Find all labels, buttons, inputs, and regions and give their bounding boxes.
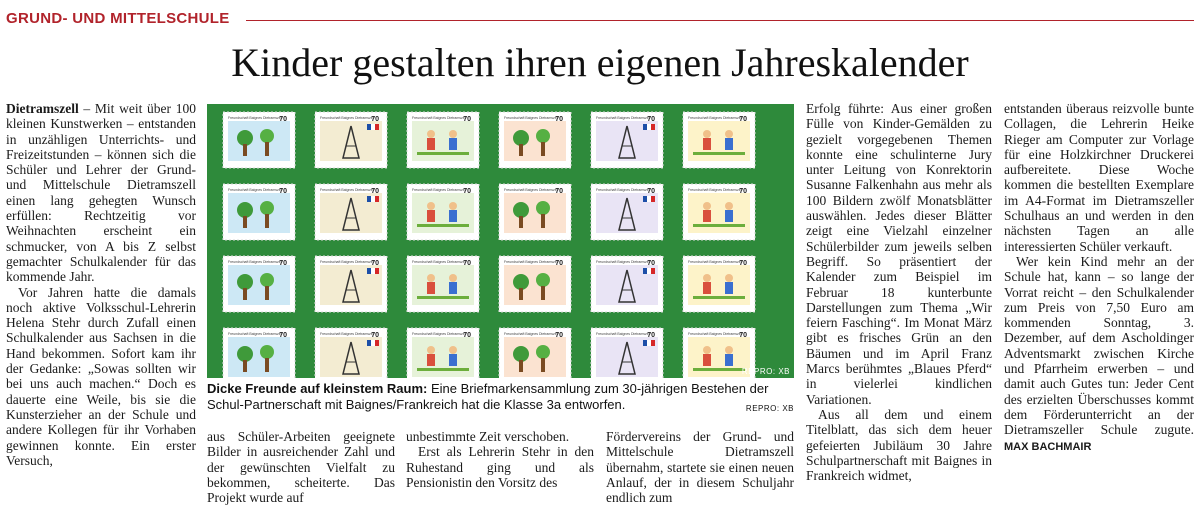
stamp <box>407 256 479 312</box>
stamp <box>315 328 387 378</box>
section-label: GRUND- UND MITTELSCHULE <box>6 10 230 27</box>
stamp <box>683 184 755 240</box>
col4-text: Fördervereins der Grund- und Mittelschule Dietramszell übernahm, startete sie einen neuen Anlauf, der in diesem Schuljahr endlich zum <box>606 429 794 506</box>
stamp <box>591 184 663 240</box>
col5-paragraph-1: Erfolg führte: Aus einer großen Fülle von Kinder-Gemälden zu gezielt vorgegebenen Themen konnte eine schulinterne Jury unter Leitung von Konrektorin Susanne Falkenhahn aus mehr als 100 Bildern zwölf Monatsblätter auswählen. Jedes dieser Blätter zeigt eine Vielzahl einzelner Schülerbilder zum jeweils selben Begriff. So präsentiert der Kalender zum Beispiel im Februar 18 kunterbunte Darstellungen zum Thema „Wir feiern Fasching“. Im Monat März gibt es frisches Grün an den Bäumen und im April Franz Marcs berühmtes „Blaues Pferd“ in vielerlei kindlichen Variationen. <box>806 101 992 407</box>
stamp <box>591 328 663 378</box>
stamp-value: 70 <box>371 116 379 123</box>
stamp-value: 70 <box>739 116 747 123</box>
stamp <box>499 256 571 312</box>
stamp-header: Freundschaft Baignes Dietramszell <box>412 260 467 264</box>
stamp <box>223 328 295 378</box>
stamp <box>591 112 663 168</box>
photo-credit: REPRO: XB <box>741 367 790 376</box>
headline: Kinder gestalten ihren eigenen Jahreskalender <box>231 40 969 85</box>
stamp-header: Freundschaft Baignes Dietramszell <box>504 260 559 264</box>
photo-caption <box>207 381 794 417</box>
stamp-value: 70 <box>463 188 471 195</box>
stamp-value: 70 <box>555 332 563 339</box>
stamp-header: Freundschaft Baignes Dietramszell <box>412 332 467 336</box>
col5-paragraph-2: Aus all dem und einem Titelblatt, das sich dem heuer gefeierten Jubiläum 30 Jahre Schulpartnerschaft mit Baignes in Frankreich widmet, <box>806 406 992 484</box>
stamp-header: Freundschaft Baignes Dietramszell <box>596 260 651 264</box>
stamp-header: Freundschaft Baignes Dietramszell <box>596 116 651 120</box>
stamp <box>223 112 295 168</box>
stamp-header: Freundschaft Baignes Dietramszell <box>504 188 559 192</box>
article-column-3 <box>406 429 594 490</box>
stamp-header: Freundschaft Baignes Dietramszell <box>688 260 743 264</box>
col6-paragraph-1: entstanden überaus reizvolle bunte Collagen, die Lehrerin Heike Rieger am Computer zur Vorlage für eine Holzkirchner Druckerei aufbereitete. Diese Woche kommen die bestellten Exemplare im A4-Format im Dietramszeller Schulhaus an und werden in den nächsten Tagen an alle interessierten Schüler verkauft. <box>1004 101 1194 254</box>
stamp-header: Freundschaft Baignes Dietramszell <box>228 260 283 264</box>
dateline: Dietramszell <box>6 101 79 116</box>
author-signature: MAX BACHMAIR <box>1004 440 1092 453</box>
stamp-value: 70 <box>739 332 747 339</box>
stamp-value: 70 <box>555 188 563 195</box>
calendar-photo <box>207 104 794 378</box>
col3-paragraph-1: unbestimmte Zeit verschoben. <box>406 429 570 444</box>
stamp-value: 70 <box>463 116 471 123</box>
caption-text: Eine Briefmarkensammlung zum 30-jährigen Bestehen der Schul-Partnerschaft mit Baignes/Frankreich hat die Klasse 3a entworfen. <box>207 381 769 412</box>
stamp-value: 70 <box>647 116 655 123</box>
article-column-5 <box>806 101 992 483</box>
section-rule <box>246 20 1194 21</box>
stamp-header: Freundschaft Baignes Dietramszell <box>228 188 283 192</box>
article-column-1 <box>6 101 196 468</box>
stamp-value: 70 <box>647 332 655 339</box>
stamp-value: 70 <box>279 332 287 339</box>
col1-paragraph-1: – Mit weit über 100 kleinen Kunstwerken – entstanden in unzähligen Unterrichts- und Freizeitstunden – können sich die Schüler und Lehrer der Grund- und Mittelschule Dietramszell einen lang gehegten Wunsch erfüllen: Rechtzeitig vor Weihnachten erscheint ein schmucker, von A bis Z selbst gemachter Schulkalender für das kommende Jahr. <box>6 101 196 285</box>
stamp <box>683 112 755 168</box>
stamp <box>683 256 755 312</box>
stamp-value: 70 <box>279 188 287 195</box>
stamp-header: Freundschaft Baignes Dietramszell <box>412 188 467 192</box>
stamp-header: Freundschaft Baignes Dietramszell <box>320 332 375 336</box>
stamp <box>499 184 571 240</box>
stamp-value: 70 <box>739 260 747 267</box>
stamp <box>223 256 295 312</box>
stamp-value: 70 <box>371 332 379 339</box>
stamp-value: 70 <box>463 260 471 267</box>
stamp-value: 70 <box>279 260 287 267</box>
article-column-4 <box>606 429 794 505</box>
caption-credit: REPRO: XB <box>745 404 794 413</box>
stamp-header: Freundschaft Baignes Dietramszell <box>320 260 375 264</box>
col6-paragraph-2: Wer kein Kind mehr an der Schule hat, kann – so lange der Vorrat reicht – den Schulkalender zum Preis von 7,50 Euro am kommenden Sonntag, 3. Dezember, auf dem Ascholdinger Adventsmarkt zwischen Kirche und Pfarrheim erwerben – und damit auch Gutes tun: Jeder Cent des erzielten Überschusses kommt dem Förderunterricht an der Dietramszeller Schule zugute. MAX BACHMAIR <box>1004 253 1194 453</box>
col2-text: aus Schüler-Arbeiten geeignete Bilder in ausreichender Zahl und der gewünschten Vielfalt zu bekommen, scheiterte. Das Projekt wurde auf <box>207 429 395 506</box>
stamp-value: 70 <box>555 260 563 267</box>
stamp <box>499 328 571 378</box>
col3-paragraph-2: Erst als Lehrerin Stehr in den Ruhestand ging und als Pensionistin den Vorsitz des <box>406 444 594 490</box>
stamp-value: 70 <box>371 188 379 195</box>
stamp <box>591 256 663 312</box>
stamp-value: 70 <box>463 332 471 339</box>
stamp-header: Freundschaft Baignes Dietramszell <box>688 332 743 336</box>
article-column-6 <box>1004 101 1194 455</box>
stamp-header: Freundschaft Baignes Dietramszell <box>504 116 559 120</box>
stamp-header: Freundschaft Baignes Dietramszell <box>228 332 283 336</box>
stamp-value: 70 <box>647 188 655 195</box>
caption-lead: Dicke Freunde auf kleinstem Raum: <box>207 381 428 396</box>
stamp-header: Freundschaft Baignes Dietramszell <box>596 188 651 192</box>
stamp <box>315 184 387 240</box>
stamp-header: Freundschaft Baignes Dietramszell <box>320 188 375 192</box>
stamp <box>315 256 387 312</box>
stamp-header: Freundschaft Baignes Dietramszell <box>412 116 467 120</box>
stamp-collage-image <box>207 104 794 378</box>
col1-paragraph-2: Vor Jahren hatte die damals noch aktive Volksschul-Lehrerin Helena Stehr durch Zufall einen Schulkalender aus Sachsen in die Hand bekommen. Sofort kam ihr der Gedanke: „Sowas sollten wir bei uns auch machen.“ Doch es dauerte eine Weile, bis sie die Kunsterzieher an der Schule und andere Kollegen für ihr Vorhaben gewinnen konnte. Ein erster Versuch, <box>6 284 196 468</box>
stamp-header: Freundschaft Baignes Dietramszell <box>228 116 283 120</box>
stamp-header: Freundschaft Baignes Dietramszell <box>688 188 743 192</box>
stamp-header: Freundschaft Baignes Dietramszell <box>596 332 651 336</box>
stamp <box>407 328 479 378</box>
stamp <box>407 184 479 240</box>
stamp-value: 70 <box>555 116 563 123</box>
stamp-header: Freundschaft Baignes Dietramszell <box>688 116 743 120</box>
stamp-value: 70 <box>647 260 655 267</box>
stamp-value: 70 <box>371 260 379 267</box>
stamp-value: 70 <box>739 188 747 195</box>
stamp-header: Freundschaft Baignes Dietramszell <box>320 116 375 120</box>
stamp-header: Freundschaft Baignes Dietramszell <box>504 332 559 336</box>
stamp <box>223 184 295 240</box>
article-column-2 <box>207 429 395 505</box>
stamp <box>315 112 387 168</box>
stamp <box>407 112 479 168</box>
stamp <box>499 112 571 168</box>
stamp-value: 70 <box>279 116 287 123</box>
